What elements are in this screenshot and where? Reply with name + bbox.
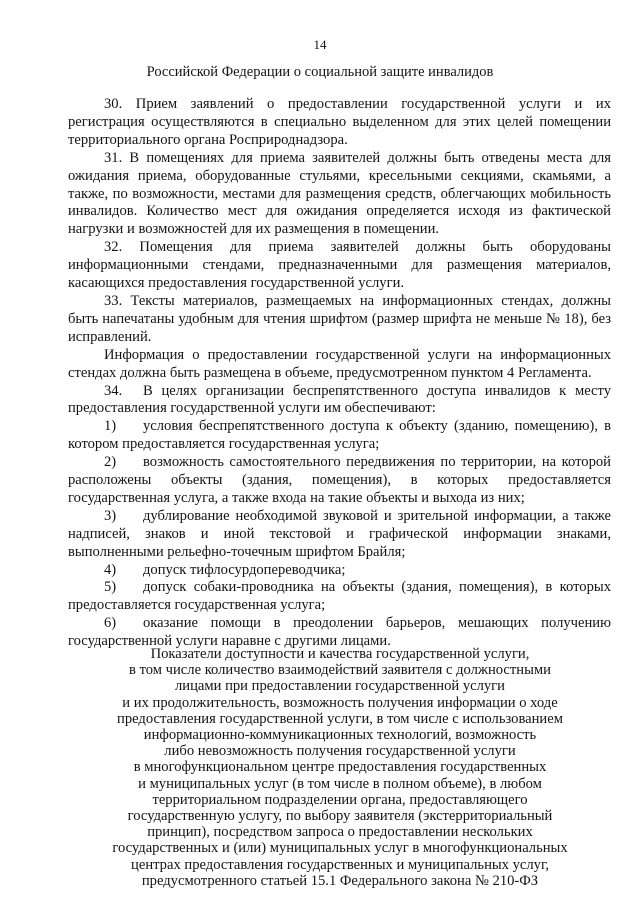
item-number: 3) <box>104 507 117 524</box>
section-title-line: информационно-коммуникационных технологий, возможность <box>143 727 537 744</box>
paragraph-33: 33. Тексты материалов, размещаемых на информационных стендах, должны быть напечатаны удобным для чтения шрифтом (размер шрифта не меньше № 18), без исправлений. <box>68 292 611 345</box>
section-title-line: предусмотренного статьей 15.1 Федерального закона № 210-ФЗ <box>141 872 539 889</box>
list-item-2 <box>68 454 611 508</box>
item-number: 6) <box>104 615 117 632</box>
paragraph-31: 31. В помещениях для приема заявителей должны быть отведены места для ожидания приема, оборудованные стульями, кресельными секциями, скамьями, а также, по возможности, местами для размещения средств, облегчающих мобильность инвалидов. Количество мест для ожидания определяется исходя из фактической нагрузки и возможностей для их размещения в помещении. <box>68 149 611 238</box>
item-number: 34. <box>104 382 123 399</box>
running-header: Российской Федерации о социальной защите инвалидов <box>146 64 494 80</box>
list-item-1 <box>68 418 611 454</box>
section-title-line: либо невозможность получения государственной услуги <box>164 743 516 760</box>
item-text: допуск тифлосурдопереводчика; <box>143 561 346 578</box>
item-number: 4) <box>104 561 117 578</box>
paragraph-30: 30. Прием заявлений о предоставлении государственной услуги и их регистрация осуществляются в специально выделенном для этих целей помещении территориального органа Росприроднадзора. <box>68 96 611 148</box>
section-title-line: территориальном подразделении органа, предоставляющего <box>152 791 528 808</box>
item-text: В целях организации беспрепятственного доступа инвалидов к месту предоставления государственной услуги им обеспечивают: <box>68 382 611 417</box>
section-title-line: государственную услугу, по выбору заявителя (экстерриториальный <box>127 808 553 825</box>
item-text: условия беспрепятственного доступа к объекту (зданию, помещению), в котором предоставляется государственная услуга; <box>68 418 611 453</box>
list-item-4 <box>68 562 611 580</box>
list-item-5 <box>68 579 611 615</box>
section-title <box>60 646 620 889</box>
section-title-line: и муниципальных услуг (в том числе в полном объеме), в любом <box>138 775 542 792</box>
list-item-3 <box>68 508 611 562</box>
page-number: 14 <box>313 37 327 52</box>
section-title-line: принцип), посредством запроса о предоставлении нескольких <box>147 824 533 841</box>
section-title-line: центрах предоставления государственных и муниципальных услуг, <box>131 856 549 873</box>
section-title-line: Показатели доступности и качества государственной услуги, <box>150 646 530 662</box>
item-text: допуск собаки-проводника на объекты (здания, помещения), в которых предоставляется государственная услуга; <box>68 579 611 614</box>
section-title-line: в том числе количество взаимодействий заявителя с должностными <box>129 662 551 679</box>
paragraph-information: Информация о предоставлении государственной услуги на информационных стендах должна быть размещена в объеме, предусмотренном пунктом 4 Регламента. <box>68 346 611 381</box>
body-text <box>68 96 611 651</box>
item-number: 2) <box>104 454 117 471</box>
item-text: дублирование необходимой звуковой и зрительной информации, а также надписей, знаков и иной текстовой и графической информации знаками, выполненными рельефно-точечным шрифтом Брайля; <box>68 507 611 560</box>
paragraph-32: 32. Помещения для приема заявителей должны быть оборудованы информационными стендами, предназначенными для размещения материалов, касающихся предоставления государственной услуги. <box>68 239 611 292</box>
section-title-line: и их продолжительность, возможность получения информации о ходе <box>122 694 558 711</box>
section-title-line: государственных и (или) муниципальных услуг в многофункциональных <box>112 840 568 857</box>
item-text: оказание помощи в преодолении барьеров, мешающих получению государственной услуги наравне с другими лицами. <box>68 615 611 650</box>
section-title-line: предоставления государственной услуги, в том числе с использованием <box>117 710 563 727</box>
item-number: 1) <box>104 418 117 435</box>
item-text: возможность самостоятельного передвижения по территории, на которой расположены объекты (здания, помещения), в которых предоставляется государственная услуга, а также входа на такие объекты и выхода из них; <box>68 454 611 506</box>
paragraph-34 <box>68 383 611 419</box>
section-title-line: лицами при предоставлении государственной услуги <box>175 678 505 695</box>
section-title-line: в многофункциональном центре предоставления государственных <box>133 759 547 776</box>
item-number: 5) <box>104 579 117 596</box>
